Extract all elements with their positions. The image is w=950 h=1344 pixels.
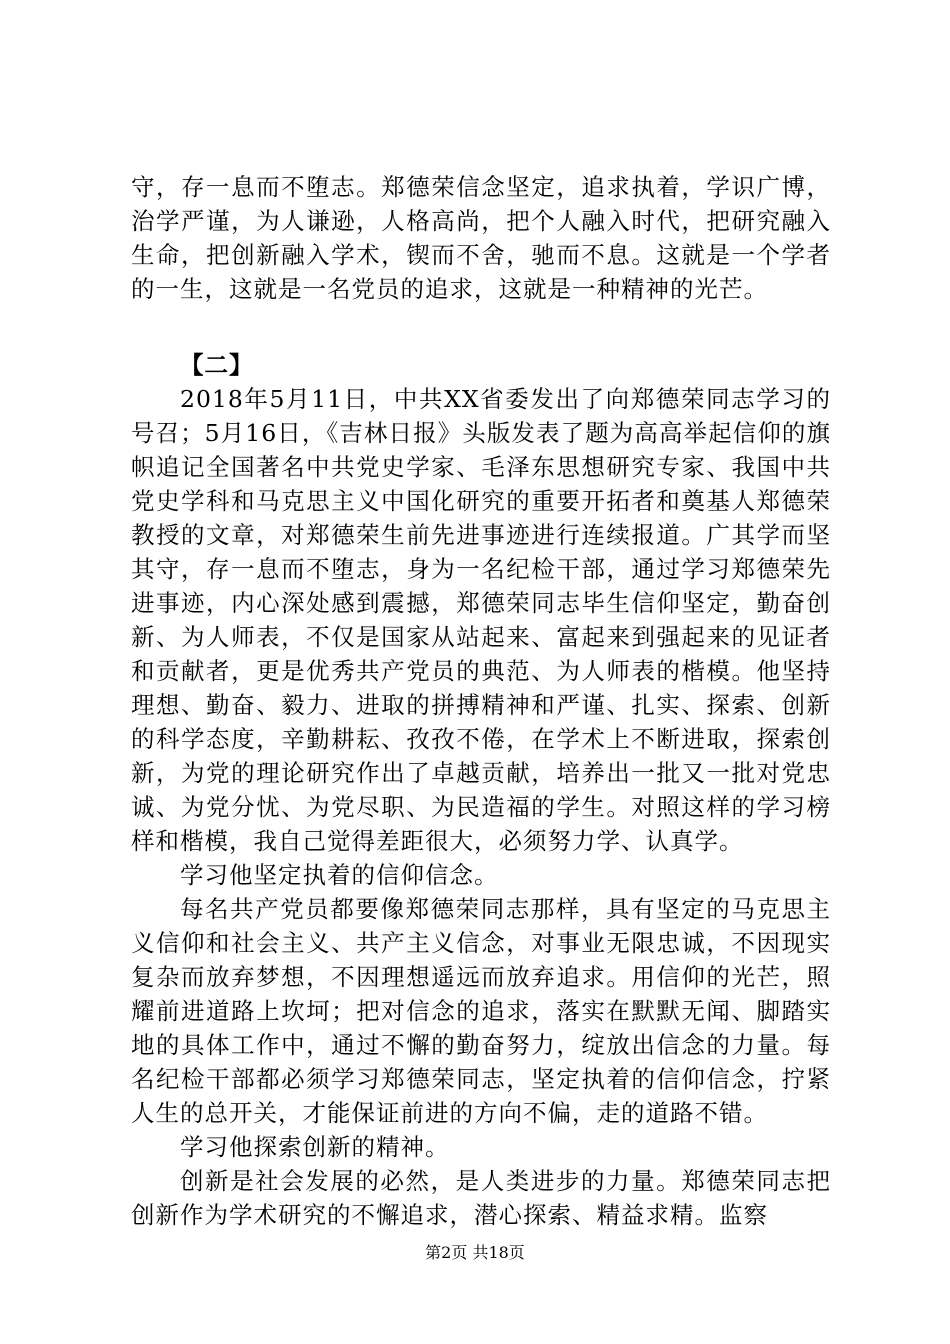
document-body (131, 170, 831, 1232)
page-footer: 第2页 共18页 (425, 1243, 525, 1262)
paragraph-intro: 2018年5月11日，中共XX省委发出了向郑德荣同志学习的号召；5月16日，《吉林日报》头版发表了题为高高举起信仰的旗帜追记全国著名中共党史学家、毛泽东思想研究专家、我国中共党史学科和马克思主义中国化研究的重要开拓者和奠基人郑德荣教授的文章，对郑德荣生前先进事迹进行连续报道。广其学而坚其守，存一息而不堕志，身为一名纪检干部，通过学习郑德荣先进事迹，内心深处感到震撼，郑德荣同志毕生信仰坚定，勤奋创新、为人师表，不仅是国家从站起来、富起来到强起来的见证者和贡献者，更是优秀共产党员的典范、为人师表的楷模。他坚持理想、勤奋、毅力、进取的拼搏精神和严谨、扎实、探索、创新的科学态度，辛勤耕耘、孜孜不倦，在学术上不断进取，探索创新，为党的理论研究作出了卓越贡献，培养出一批又一批对党忠诚、为党分忧、为党尽职、为民造福的学生。对照这样的学习榜样和楷模，我自己觉得差距很大，必须努力学、认真学。 (131, 385, 831, 855)
subheading-faith: 学习他坚定执着的信仰信念。 (180, 861, 499, 889)
paragraph-faith: 每名共产党员都要像郑德荣同志那样，具有坚定的马克思主义信仰和社会主义、共产主义信念，对事业无限忠诚，不因现实复杂而放弃梦想，不因理想遥远而放弃追求。用信仰的光芒，照耀前进道路上坎坷；把对信念的追求，落实在默默无闻、脚踏实地的具体工作中，通过不懈的勤奋努力，绽放出信念的力量。每名纪检干部都必须学习郑德荣同志，坚定执着的信仰信念，拧紧人生的总开关，才能保证前进的方向不偏，走的道路不错。 (131, 895, 831, 1127)
paragraph-innovation: 创新是社会发展的必然，是人类进步的力量。郑德荣同志把创新作为学术研究的不懈追求，潜心探索、精益求精。监察 (131, 1167, 831, 1229)
paragraph-continued: 守，存一息而不堕志。郑德荣信念坚定，追求执着，学识广博，治学严谨，为人谦逊，人格高尚，把个人融入时代，把研究融入生命，把创新融入学术，锲而不舍，驰而不息。这就是一个学者的一生，这就是一名党员的追求，这就是一种精神的光芒。 (131, 173, 831, 303)
subheading-innovation: 学习他探索创新的精神。 (180, 1133, 450, 1161)
section-spacer (131, 306, 831, 348)
section-heading: 【二】 (180, 351, 254, 379)
